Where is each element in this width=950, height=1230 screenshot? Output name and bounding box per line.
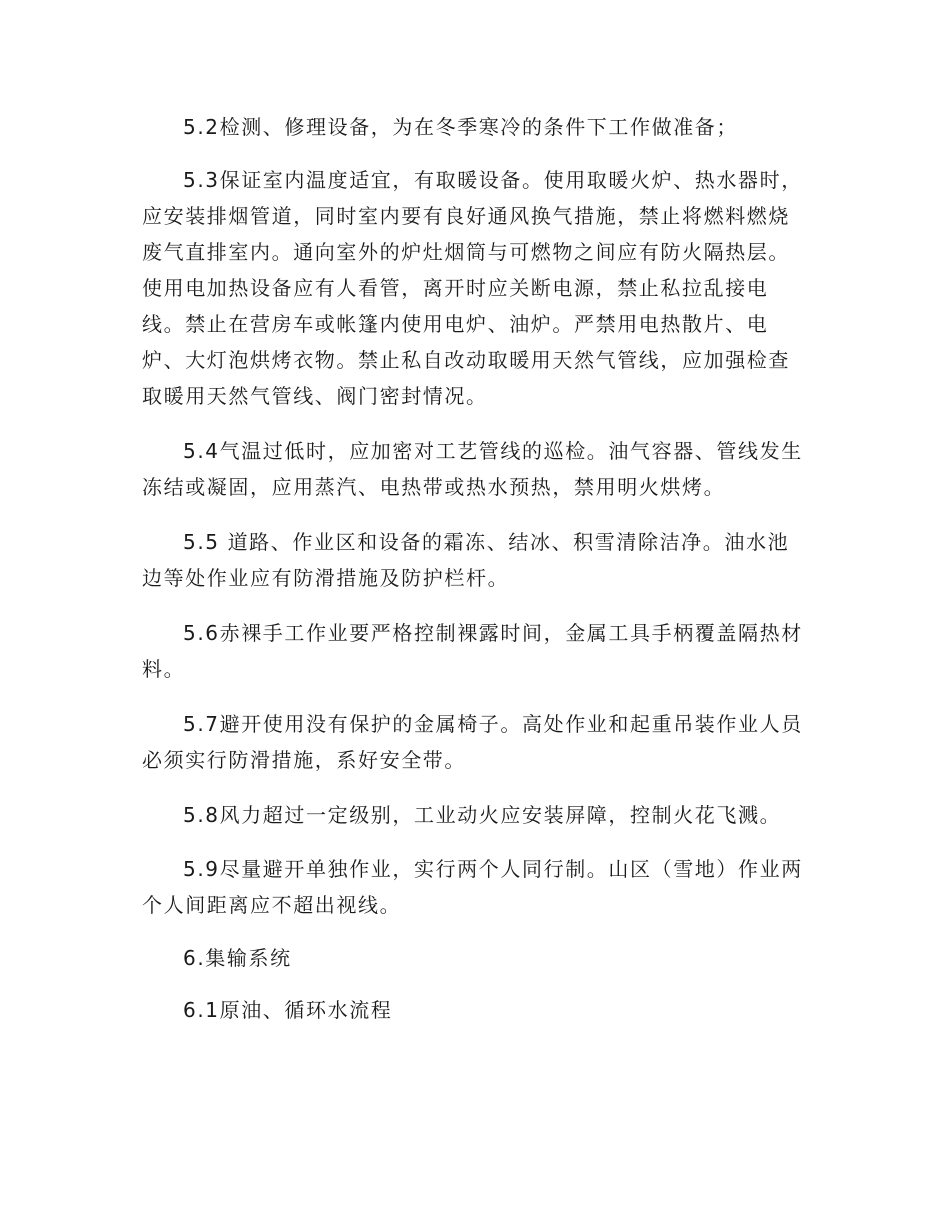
- paragraph-5-5-line-1: 5.5 道路、作业区和设备的霜冻、结冰、积雪清除洁净。油水池: [183, 530, 790, 554]
- paragraph-5-4-line-2: 冻结或凝固，应用蒸汽、电热带或热水预热，禁用明火烘烤。: [142, 475, 726, 499]
- paragraph-5-3-line-2: 应安装排烟管道，同时室内要有良好通风换气措施，禁止将燃料燃烧: [142, 204, 790, 228]
- paragraph-5-7-line-2: 必须实行防滑措施，系好安全带。: [142, 748, 466, 772]
- paragraph-5-5-line-2: 边等处作业应有防滑措施及防护栏杆。: [142, 566, 510, 590]
- section-6-heading: 6.集输系统: [183, 946, 292, 970]
- paragraph-5-3-line-3: 废气直排室内。通向室外的炉灶烟筒与可燃物之间应有防火隔热层。: [142, 240, 790, 264]
- paragraph-5-2-line-1: 5.2检测、修理设备，为在冬季寒冷的条件下工作做准备；: [183, 115, 739, 139]
- paragraph-5-3-line-5: 线。禁止在营房车或帐篷内使用电炉、油炉。严禁用电热散片、电: [142, 312, 769, 336]
- paragraph-5-3-line-1: 5.3保证室内温度适宜，有取暖设备。使用取暖火炉、热水器时，: [183, 168, 803, 192]
- paragraph-5-9-line-1: 5.9尽量避开单独作业，实行两个人同行制。山区（雪地）作业两: [183, 857, 803, 881]
- paragraph-5-3-line-7: 取暖用天然气管线、阀门密封情况。: [142, 384, 488, 408]
- paragraph-5-6-line-2: 料。: [142, 657, 186, 681]
- paragraph-5-6-line-1: 5.6赤裸手工作业要严格控制裸露时间，金属工具手柄覆盖隔热材: [183, 621, 803, 645]
- paragraph-5-4-line-1: 5.4气温过低时，应加密对工艺管线的巡检。油气容器、管线发生: [183, 439, 803, 463]
- paragraph-5-9-line-2: 个人间距离应不超出视线。: [142, 893, 402, 917]
- paragraph-5-3-line-4: 使用电加热设备应有人看管，离开时应关断电源，禁止私拉乱接电: [142, 276, 769, 300]
- section-6-1-heading: 6.1原油、循环水流程: [183, 998, 393, 1022]
- paragraph-5-3-line-6: 炉、大灯泡烘烤衣物。禁止私自改动取暖用天然气管线，应加强检查: [142, 348, 790, 372]
- paragraph-5-7-line-1: 5.7避开使用没有保护的金属椅子。高处作业和起重吊装作业人员: [183, 712, 803, 736]
- paragraph-5-8-line-1: 5.8风力超过一定级别，工业动火应安装屏障，控制火花飞溅。: [183, 803, 782, 827]
